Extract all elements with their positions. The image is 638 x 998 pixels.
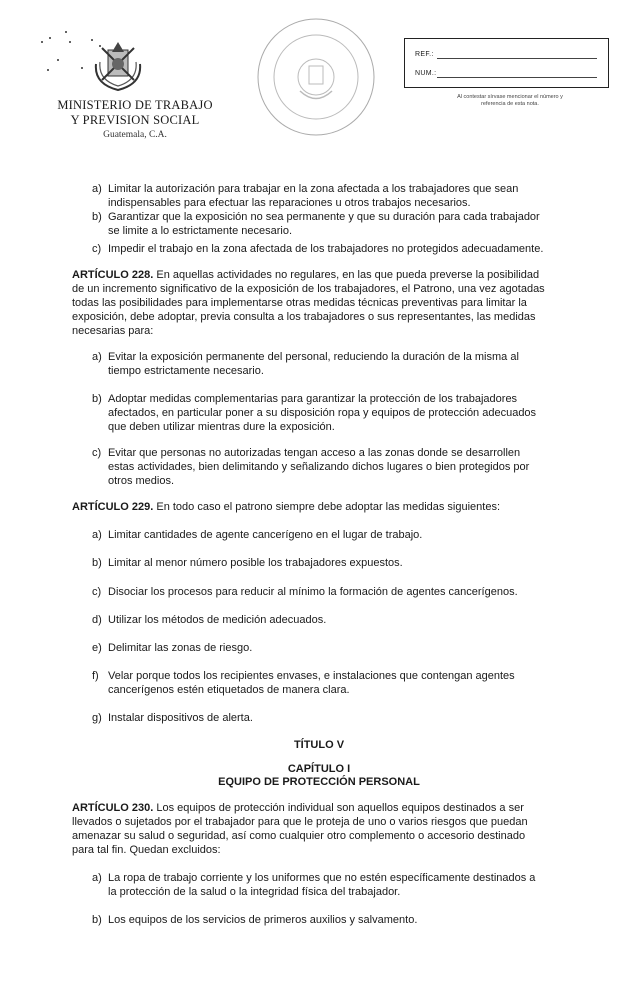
article-229-paragraph: ARTÍCULO 229. En todo caso el patrono siempre debe adoptar las medidas siguientes: bbox=[72, 501, 501, 513]
title-heading: TÍTULO V bbox=[293, 739, 345, 751]
ref-row bbox=[415, 51, 434, 58]
article-heading: ARTÍCULO 229. bbox=[72, 501, 154, 513]
num-label: NUM.: bbox=[415, 70, 437, 77]
ref-label: REF.: bbox=[415, 51, 434, 58]
ministry-line-1: MINISTERIO DE TRABAJO bbox=[57, 98, 213, 112]
list-item: b) Garantizar que la exposición no sea permanente y que su duración para cada trabajador se limite a lo estrictamente necesario. bbox=[92, 211, 540, 237]
reference-note: Al contestar sírvase mencionar el número y referencia de esta nota. bbox=[457, 94, 563, 107]
chapter-heading: CAPÍTULO I bbox=[287, 763, 351, 775]
num-row bbox=[415, 70, 436, 77]
ministry-name bbox=[40, 98, 230, 142]
official-seal-icon bbox=[255, 16, 377, 138]
ministry-line-2: Y PREVISION SOCIAL bbox=[70, 113, 200, 127]
chapter-title: EQUIPO DE PROTECCIÓN PERSONAL bbox=[218, 776, 420, 788]
article-heading: ARTÍCULO 230. bbox=[72, 802, 154, 814]
document-page: MINISTERIO DE TRABAJO Y PREVISION SOCIAL Guatemala, C.A. REF.: NUM.: Al contestar sírvase mencionar el número y referencia de esta nota. a) Limitar la autorización para trabajar en la zona afectada a los trabajadores que sean indispensables para efectuar las reparaciones u otros trabajos necesarios. b) Garantizar que la exposición no sea permanente y que su duración para cada trabajador se limite a lo estrictamente necesario. c) Impedir el trabajo en la zona afectada de los trabajadores no protegidos adecuadamente. ARTÍCULO 228. En aquellas actividades no regulares, en las que pueda preverse la posibilidad de un incremento significativo de la exposición de los trabajadores, el Patrono, una vez agotadas todas las posibilidades para implementarse otras medidas técnicas preventivas para limitar la exposición, debe adoptar, previa consulta a los trabajadores o sus representantes, las medidas necesarias para: a) Evitar la exposición permanente del personal, reduciendo la duración de la misma al tiempo estrictamente necesario. b) Adoptar medidas complementarias para garantizar la protección de los trabajadores afectados, en particular poner a su disposición ropa y equipos de protección adecuados que deben utilizar mientras dure la exposición. c) Evitar que personas no autorizadas tengan acceso a las zonas donde se desarrollen estas actividades, bien delimitando y señalizando dichos lugares o bien protegidos por otros medios. ARTÍCULO 229. En todo caso el patrono siempre debe adoptar las medidas siguientes: a) Limitar cantidades de agente cancerígeno en el lugar de trabajo. b) Limitar al menor número posible los trabajadores expuestos. c) Disociar los procesos para reducir al mínimo la formación de agentes cancerígenos. d) Utilizar los métodos de medición adecuados. e) Delimitar las zonas de riesgo. f) Velar porque todos los recipientes envases, e instalaciones que contengan agentes cancerígenos estén etiquetados de manera clara. g) Instalar dispositivos de alerta. TÍTULO V CAPÍTULO I EQUIPO DE PROTECCIÓN PERSONAL ARTÍCULO 230. Los equipos de protección individual son aquellos equipos destinados a ser llevados o sujetados por el trabajador para que le proteja de uno o varios riesgos que puedan amenazar su salud o seguridad, así como cualquier otro complemento o accesorio destinado para tal fin. Quedan excluidos: a) La ropa de trabajo corriente y los uniformes que no estén específicamente destinados a la protección de la salud o la integridad física del trabajador. b) Los equipos de los servicios de primeros auxilios y salvamento. bbox=[0, 0, 638, 998]
article-heading: ARTÍCULO 228. bbox=[72, 269, 154, 281]
list-item: a) Limitar la autorización para trabajar en la zona afectada a los trabajadores que sean indispensables para efectuar las reparaciones u otros trabajos necesarios. bbox=[92, 183, 519, 209]
coat-of-arms-icon bbox=[88, 34, 148, 94]
article-230-paragraph: ARTÍCULO 230. Los equipos de protección individual son aquellos equipos destinados a ser llevados o sujetados por el trabajador para que le proteja de uno o varios riesgos que puedan amenazar su salud o seguridad, así como cualquier otro complemento o accesorio destinado para tal fin. Quedan excluidos: bbox=[72, 802, 528, 856]
reference-box bbox=[404, 38, 609, 88]
article-228-paragraph: ARTÍCULO 228. En aquellas actividades no regulares, en las que pueda preverse la posibilidad de un incremento significativo de la exposición de los trabajadores, el Patrono, una vez agotadas todas las posibilidades para implementarse otras medidas técnicas preventivas para limitar la exposición, debe adoptar, previa consulta a los trabajadores o sus representantes, las medidas necesarias para: bbox=[72, 269, 545, 337]
list-item: c) Impedir el trabajo en la zona afectada de los trabajadores no protegidos adecuadamente. bbox=[92, 243, 544, 255]
ministry-city: Guatemala, C.A. bbox=[103, 130, 167, 140]
